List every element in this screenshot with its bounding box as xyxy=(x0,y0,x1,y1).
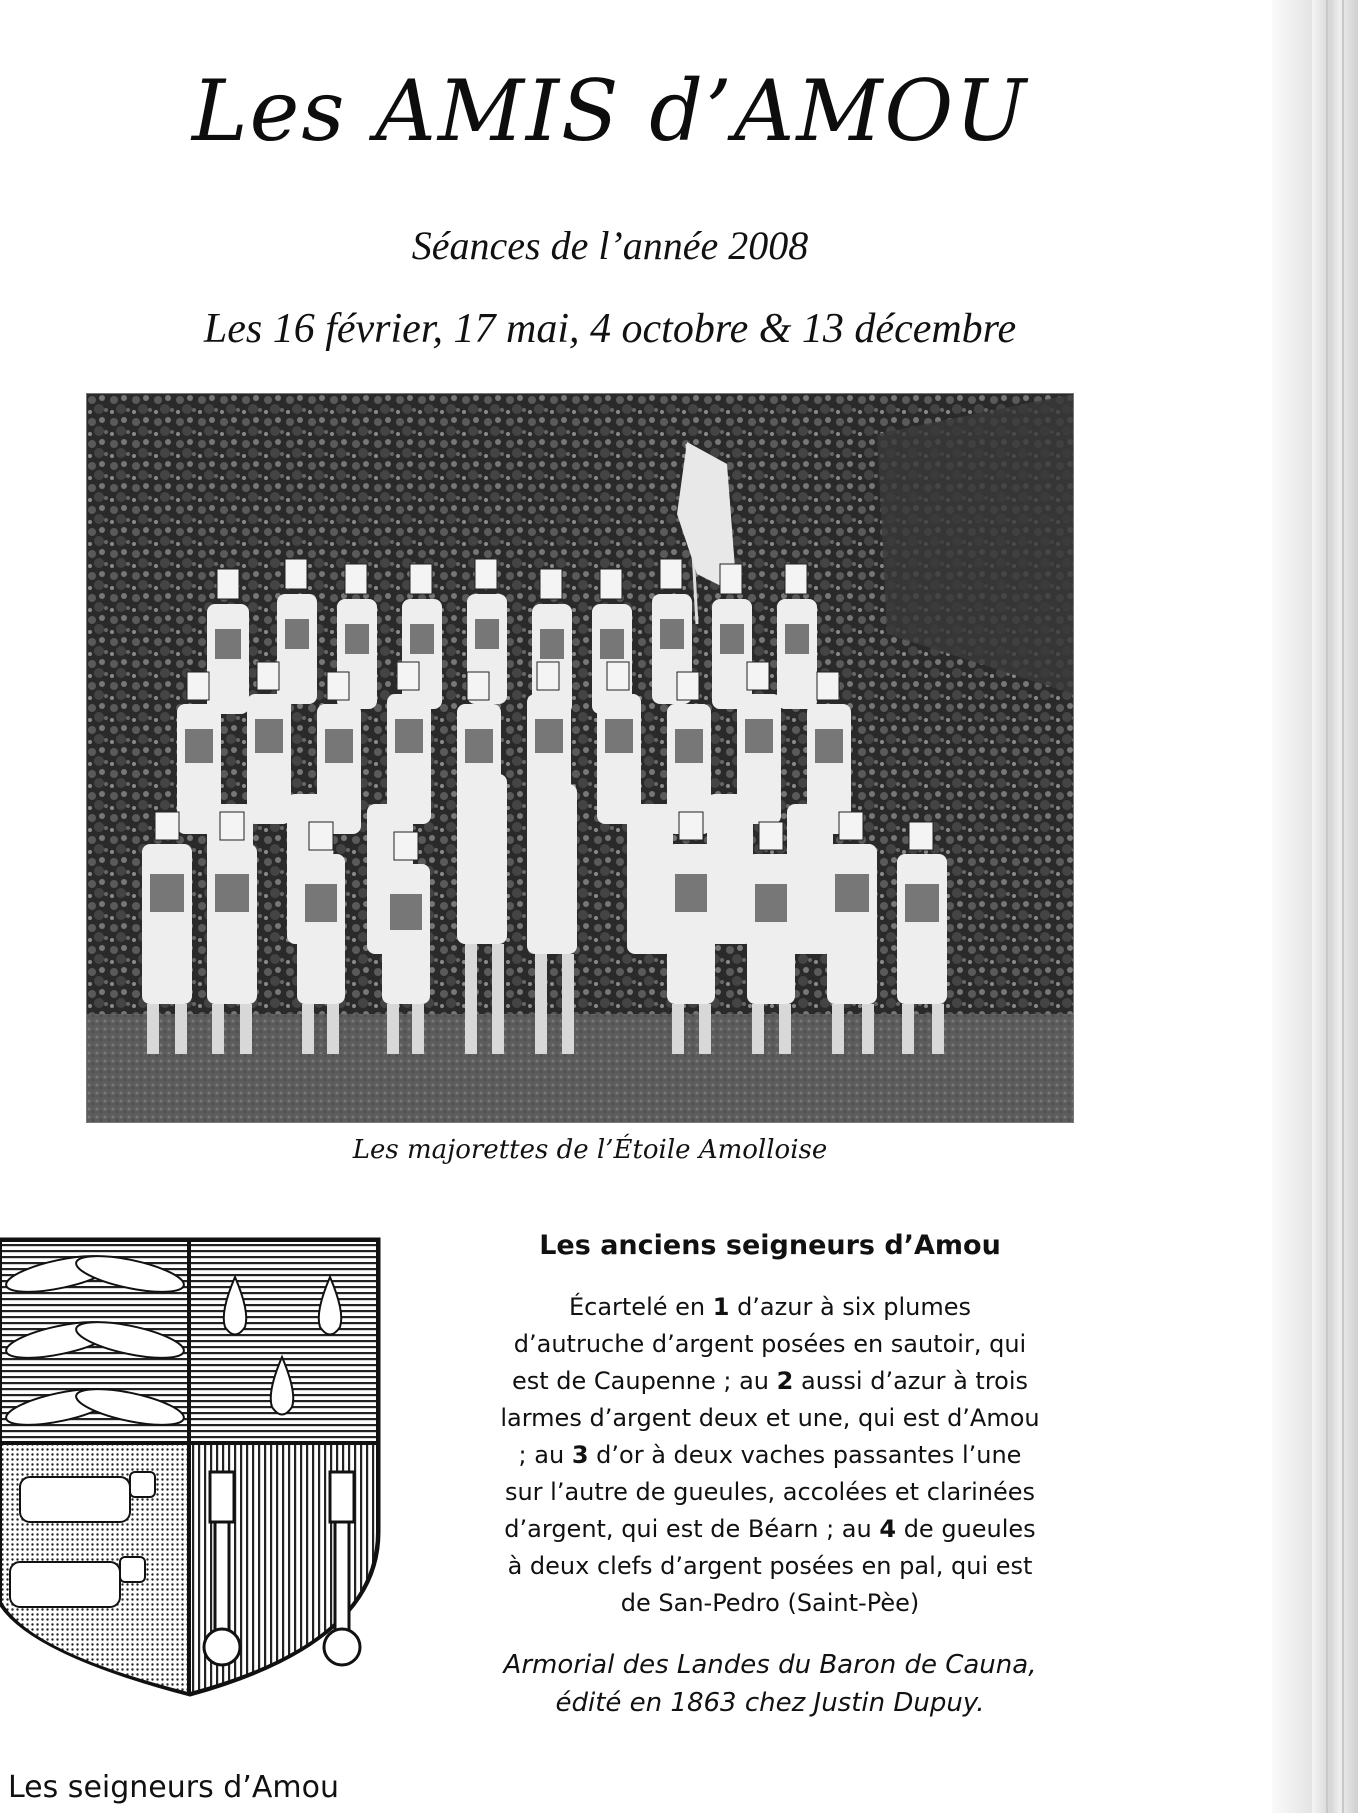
page-subtitle: Séances de l’année 2008 xyxy=(411,223,809,268)
photo-caption: Les majorettes de l’Étoile Amolloise xyxy=(352,1135,828,1165)
coat-of-arms xyxy=(0,1232,385,1702)
body-text: de gueules à deux clefs d’argent posées en pal, qui est de San-Pedro (Saint-Pèe) xyxy=(507,1515,1036,1617)
body-text: aussi d’azur à trois larmes d’argent deux et une, qui est d’Amou ; au xyxy=(500,1367,1040,1469)
photo-illustration xyxy=(87,394,1073,1122)
quarter-number: 3 xyxy=(571,1441,589,1469)
coat-of-arms-caption: Les seigneurs d’Amou xyxy=(8,1770,339,1805)
page-edge-line xyxy=(1326,0,1328,1813)
body-text: Écartelé en xyxy=(568,1293,713,1321)
majorettes-photo xyxy=(86,393,1074,1123)
quarter-number: 2 xyxy=(776,1367,794,1395)
quarter-number: 1 xyxy=(712,1293,730,1321)
article-source: Armorial des Landes du Baron de Cauna, édité en 1863 chez Justin Dupuy. xyxy=(503,1650,1037,1718)
page-edge-outer xyxy=(1312,0,1358,1813)
body-text: d’or à deux vaches passantes l’une sur l’autre de gueules, accolées et clarinées d’argent, qui est de Béarn ; au xyxy=(504,1441,1036,1543)
coat-of-arms-illustration xyxy=(0,1232,385,1702)
session-dates: Les 16 février, 17 mai, 4 octobre & 13 décembre xyxy=(203,306,1017,352)
article-body xyxy=(500,1289,1040,1622)
page-edge-inner xyxy=(1272,0,1312,1813)
article-heading: Les anciens seigneurs d’Amou xyxy=(539,1230,1001,1261)
page-title: Les AMIS d’AMOU xyxy=(191,62,1029,160)
body-text: d’azur à six plumes d’autruche d’argent posées en sautoir, qui est de Caupenne ; au xyxy=(511,1293,1027,1395)
quarter-number: 4 xyxy=(879,1515,897,1543)
article xyxy=(500,1230,1040,1722)
page-edge-line xyxy=(1342,0,1344,1813)
